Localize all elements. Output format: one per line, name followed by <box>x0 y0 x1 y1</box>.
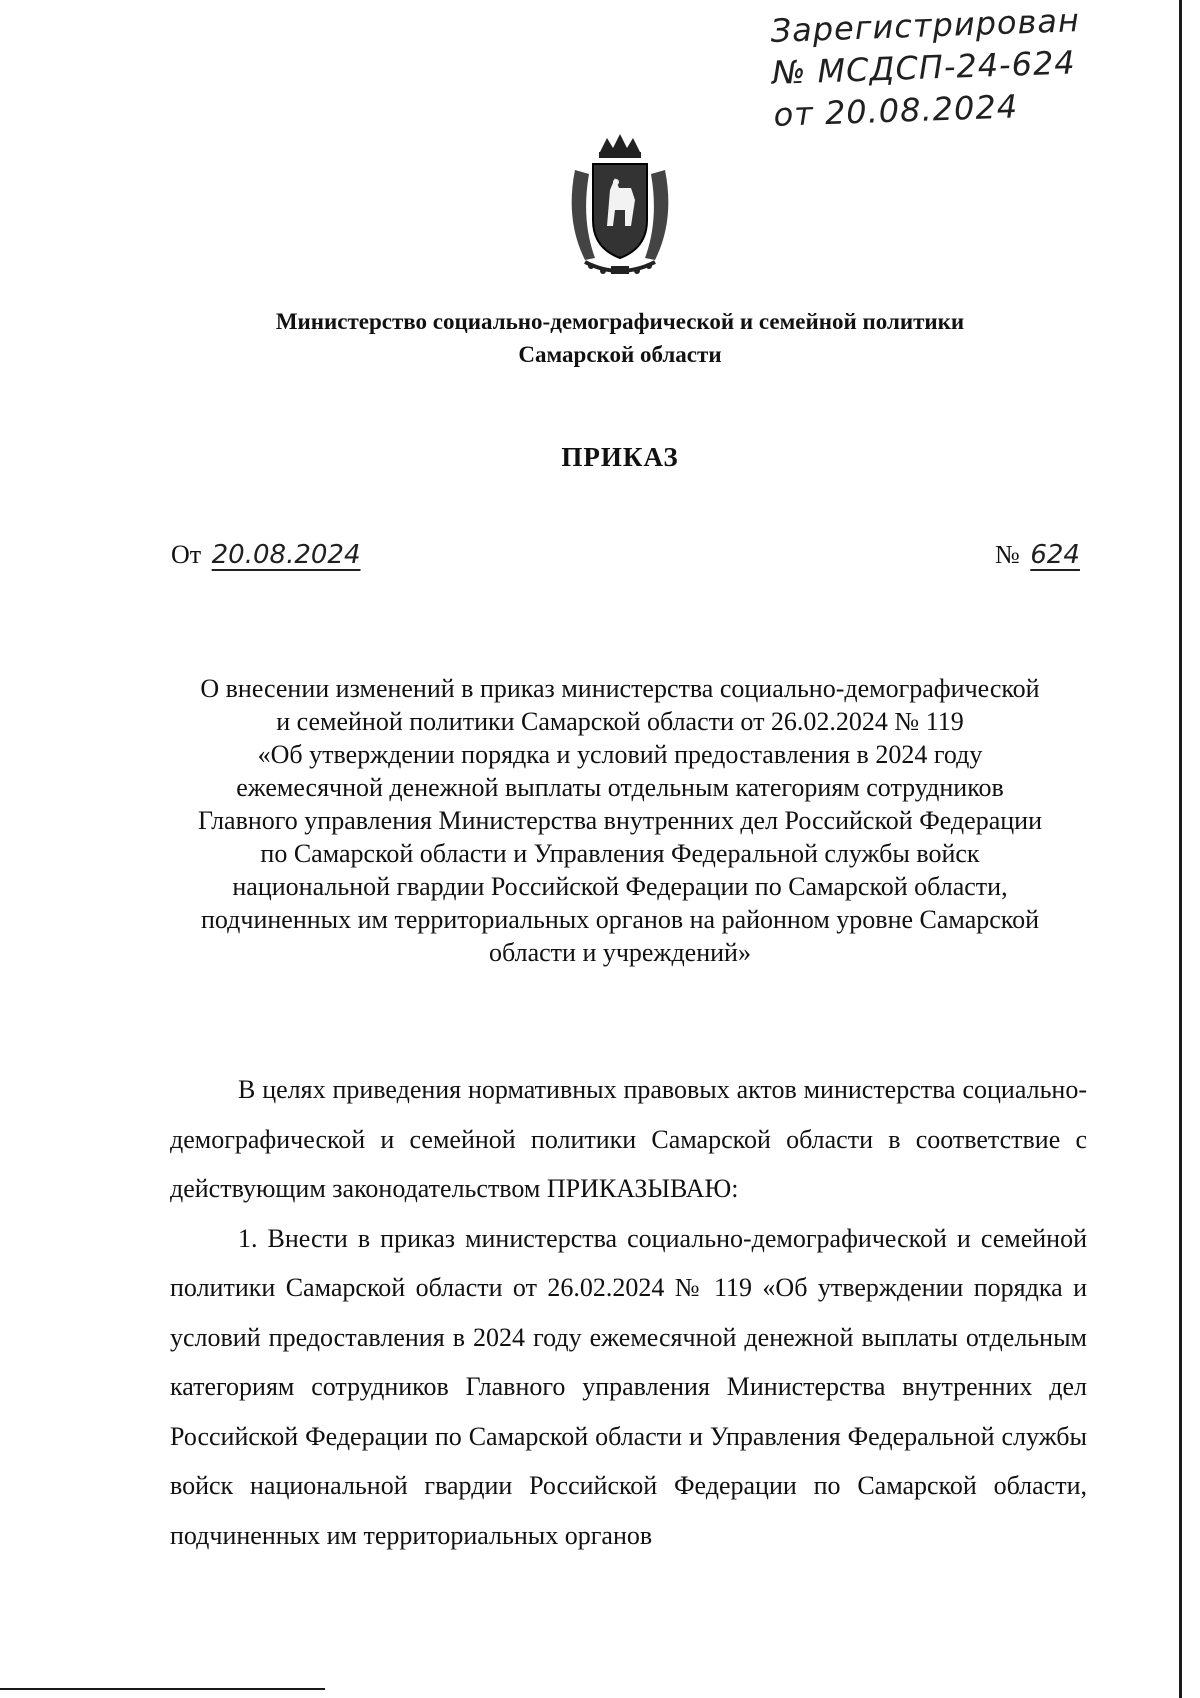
registration-line-2: № МСДСП-24-624 <box>771 43 1077 92</box>
registration-line-3: от 20.08.2024 <box>772 87 1019 134</box>
body-paragraph-preamble: В целях приведения нормативных правовых актов министерства социально-демографической и семейной политики Самарской области в соответствие с действующим законодательством ПРИКАЗЫВАЮ: <box>170 1075 1087 1203</box>
document-type: ПРИКАЗ <box>561 442 679 472</box>
order-number <box>995 540 1084 570</box>
subject-line: Главного управления Министерства внутренних дел Российской Федерации <box>198 806 1042 835</box>
subject-line: по Самарской области и Управления Федеральной службы войск <box>260 839 980 868</box>
date-handwritten: 20.08.2024 <box>211 540 361 570</box>
registration-line-1: Зарегистрирован <box>769 1 1081 50</box>
order-subject <box>140 672 1100 969</box>
number-prefix: № <box>995 540 1020 569</box>
subject-line: национальной гвардии Российской Федерации по Самарской области, <box>232 872 1008 901</box>
registration-stamp-handwritten <box>770 0 1114 136</box>
scan-edge-right <box>1179 0 1182 1698</box>
date-prefix: От <box>171 540 202 569</box>
ministry-name-line-1: Министерство социально-демографической и семейной политики <box>275 309 965 334</box>
scan-edge-bottom <box>0 1688 325 1690</box>
subject-line: «Об утверждении порядка и условий предоставления в 2024 году <box>257 740 983 769</box>
number-handwritten: 624 <box>1030 540 1080 570</box>
subject-line: и семейной политики Самарской области от 26.02.2024 № 119 <box>276 707 964 736</box>
ministry-name <box>0 305 1200 371</box>
order-date <box>171 540 365 570</box>
body-paragraph-item-1: 1. Внести в приказ министерства социально-демографической и семейной политики Самарской области от 26.02.2024 № 119 «Об утверждении порядка и условий предоставления в 2024 году ежемесячной денежной выплаты отдельным категориям сотрудников Главного управления Министерства внутренних дел Российской Федерации по Самарской области и Управления Федеральной службы войск национальной гвардии Российской Федерации по Самарской области, подчиненных им территориальных органов <box>170 1223 1087 1550</box>
ministry-name-line-2: Самарской области <box>518 342 722 367</box>
subject-line: области и учреждений» <box>489 938 751 967</box>
subject-line: подчиненных им территориальных органов на районном уровне Самарской <box>200 905 1040 934</box>
samara-coat-of-arms-icon <box>555 130 685 280</box>
order-body <box>170 1065 1087 1560</box>
subject-line: О внесении изменений в приказ министерства социально-демографической <box>200 674 1040 703</box>
subject-line: ежемесячной денежной выплаты отдельным категориям сотрудников <box>236 773 1004 802</box>
